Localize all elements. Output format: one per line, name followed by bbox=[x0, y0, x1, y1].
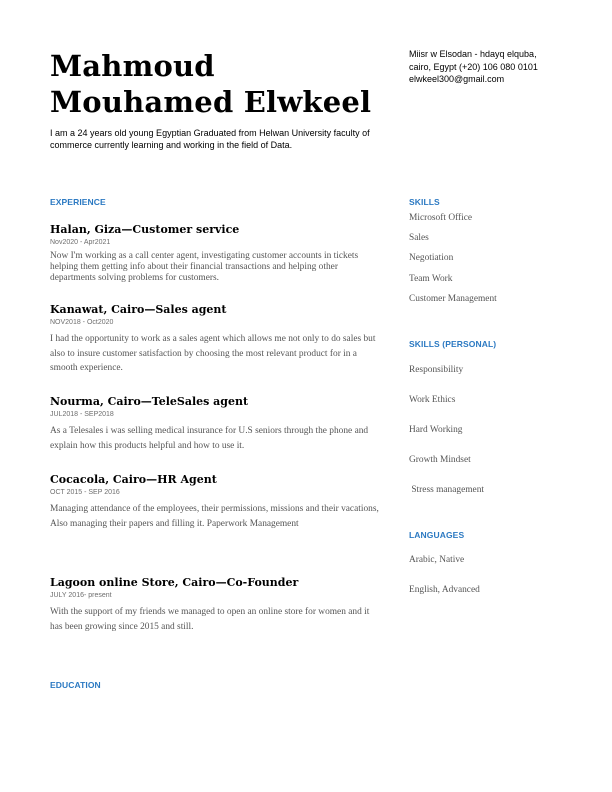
job-dates: Nov2020 - Apr2021 bbox=[50, 239, 111, 246]
job-entry bbox=[50, 473, 380, 531]
job-entry bbox=[50, 303, 380, 376]
job-title: Halan, Giza—Customer service bbox=[50, 223, 240, 236]
job-description: As a Telesales i was selling medical insurance for U.S seniors through the phone and explain how this products helpful and how to use it. bbox=[50, 426, 369, 451]
personal-skill-item: Work Ethics bbox=[409, 395, 456, 405]
language-item: English, Advanced bbox=[409, 585, 480, 595]
job-dates: NOV2018 - Oct2020 bbox=[50, 319, 114, 326]
intro-summary: I am a 24 years old young Egyptian Graduated from Helwan University faculty of commerce currently learning and working in the field of Data. bbox=[50, 128, 370, 150]
contact-block bbox=[409, 48, 579, 86]
skill-item: Microsoft Office bbox=[409, 213, 473, 223]
skills-heading: SKILLS bbox=[409, 197, 440, 207]
job-title: Kanawat, Cairo—Sales agent bbox=[50, 303, 227, 316]
name-line-2: Mouhamed Elwkeel bbox=[50, 85, 372, 119]
job-description: Now I'm working as a call center agent, investigating customer accounts in tickets helping them getting info about their financial transactions and helping other departments solving problems for customers. bbox=[50, 251, 359, 284]
email: elwkeel300@gmail.com bbox=[409, 74, 505, 84]
experience-heading: EXPERIENCE bbox=[50, 197, 106, 207]
candidate-name bbox=[50, 48, 390, 120]
job-description: I had the opportunity to work as a sales agent which allows me not only to do sales but also to insure customer satisfaction by choosing the most relevant product for in a smooth experience. bbox=[50, 334, 376, 373]
skill-item: Customer Management bbox=[409, 294, 497, 304]
languages-heading: LANGUAGES bbox=[409, 530, 465, 540]
name-line-1: Mahmoud bbox=[50, 49, 215, 83]
job-description: Managing attendance of the employees, their permissions, missions and their vacations, Also managing their papers and filling it. Paperwork Management bbox=[50, 504, 379, 529]
job-title: Nourma, Cairo—TeleSales agent bbox=[50, 395, 249, 408]
education-heading: EDUCATION bbox=[50, 680, 101, 690]
skill-item: Team Work bbox=[409, 274, 453, 284]
address-line-2: cairo, Egypt (+20) 106 080 0101 bbox=[409, 61, 538, 72]
personal-skill-item: Hard Working bbox=[409, 425, 463, 435]
job-entry bbox=[50, 223, 380, 285]
address-line-1: Miisr w Elsodan - hdayq elquba, bbox=[409, 49, 537, 59]
job-dates: JUL2018 - SEP2018 bbox=[50, 411, 114, 418]
personal-skill-item: Stress management bbox=[409, 485, 484, 495]
personal-skill-item: Growth Mindset bbox=[409, 455, 471, 465]
job-description: With the support of my friends we managed to open an online store for women and it has been growing since 2015 and still. bbox=[50, 607, 370, 632]
skills-personal-heading: SKILLS (PERSONAL) bbox=[409, 339, 497, 349]
skill-item: Negotiation bbox=[409, 253, 454, 263]
job-title: Lagoon online Store, Cairo—Co-Founder bbox=[50, 576, 299, 589]
job-dates: JULY 2016- present bbox=[50, 592, 112, 599]
job-title: Cocacola, Cairo—HR Agent bbox=[50, 473, 217, 486]
language-item: Arabic, Native bbox=[409, 555, 465, 565]
personal-skill-item: Responsibility bbox=[409, 365, 464, 375]
job-entry bbox=[50, 395, 380, 453]
job-entry bbox=[50, 576, 380, 634]
skill-item: Sales bbox=[409, 233, 429, 243]
job-dates: OCT 2015 - SEP 2016 bbox=[50, 489, 120, 496]
